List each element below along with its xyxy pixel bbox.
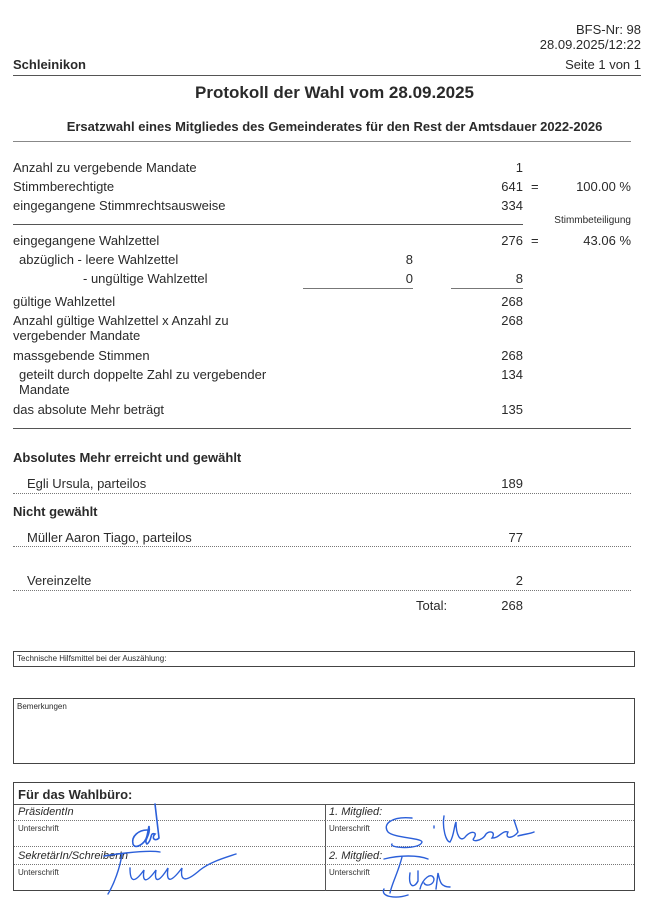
eligible-equals: = (531, 179, 539, 194)
ballots-label: eingegangene Wahlzettel (13, 233, 160, 248)
divided-value: 134 (501, 367, 523, 382)
valid-x-mandates-label-2: vergebender Mandate (13, 328, 141, 343)
header-divider (13, 75, 641, 76)
turnout-label: Stimmbeteiligung (554, 215, 631, 226)
mandates-label: Anzahl zu vergebende Mandate (13, 160, 197, 175)
blank-ballots-label: abzüglich - leere Wahlzettel (19, 252, 179, 267)
mandates-value: 1 (515, 160, 523, 175)
ballots-value: 276 (501, 233, 523, 248)
secretary-signature-label: Unterschrift (18, 868, 59, 877)
invalid-ballots-value: 0 (405, 271, 413, 286)
elected-candidate-votes: 189 (501, 476, 523, 491)
member2-label-divider (325, 864, 634, 865)
office-column-divider (325, 804, 326, 891)
invalid-underline (303, 288, 413, 289)
election-subtitle: Ersatzwahl eines Mitgliedes des Gemeinderates für den Rest der Amtsdauer 2022-2026 (66, 119, 603, 134)
member2-label: 2. Mitglied: (329, 850, 383, 862)
secretary-label: SekretärIn/SchreiberIn (18, 850, 129, 862)
blank-ballots-value: 8 (405, 252, 413, 267)
member2-signature-label: Unterschrift (329, 868, 370, 877)
total-value: 268 (501, 598, 523, 613)
remarks-label: Bemerkungen (17, 702, 67, 711)
president-label-divider (14, 820, 325, 821)
office-heading-divider (14, 804, 634, 805)
page-title: Protokoll der Wahl vom 28.09.2025 (194, 83, 475, 102)
president-label: PräsidentIn (18, 806, 74, 818)
technical-aids-label: Technische Hilfsmittel bei der Auszählung: (17, 654, 167, 663)
secretary-signature-icon (100, 848, 240, 903)
municipality-name: Schleinikon (13, 57, 86, 72)
decisive-votes-value: 268 (501, 348, 523, 363)
elected-candidate-name: Egli Ursula, parteilos (27, 476, 147, 491)
print-datetime: 28.09.2025/12:22 (539, 37, 641, 52)
eligible-label: Stimmberechtigte (13, 179, 115, 194)
not-elected-candidate-votes: 77 (508, 530, 523, 545)
stats-divider (13, 428, 631, 429)
ballots-equals: = (531, 233, 539, 248)
not-elected-candidate-name: Müller Aaron Tiago, parteilos (27, 530, 192, 545)
not-elected-row-divider (13, 546, 631, 547)
member1-signature-icon (382, 812, 542, 857)
president-signature-icon (125, 800, 165, 855)
valid-ballots-label: gültige Wahlzettel (13, 294, 116, 309)
turnout-percent: 43.06 % (583, 233, 631, 248)
elected-heading: Absolutes Mehr erreicht und gewählt (13, 450, 242, 465)
absolute-majority-value: 135 (501, 402, 523, 417)
deduct-underline (451, 288, 523, 289)
absolute-majority-label: das absolute Mehr beträgt (13, 402, 165, 417)
ausweise-value: 334 (501, 198, 523, 213)
divided-label-2: Mandate (19, 382, 70, 397)
ausweise-label: eingegangene Stimmrechtsausweise (13, 198, 226, 213)
subtitle-divider (13, 141, 631, 142)
page-indicator: Seite 1 von 1 (565, 57, 641, 72)
scattered-row-divider (13, 590, 631, 591)
scattered-value: 2 (515, 573, 523, 588)
president-signature-label: Unterschrift (18, 824, 59, 833)
valid-x-mandates-label: Anzahl gültige Wahlzettel x Anzahl zu (13, 313, 229, 328)
valid-ballots-value: 268 (501, 294, 523, 309)
president-signature-divider (14, 846, 325, 847)
member2-signature-icon (378, 853, 458, 908)
eligible-value: 641 (501, 179, 523, 194)
member1-signature-label: Unterschrift (329, 824, 370, 833)
eligible-percent: 100.00 % (576, 179, 631, 194)
elected-row-divider (13, 493, 631, 494)
technical-aids-field[interactable] (13, 651, 635, 667)
bfs-number: BFS-Nr: 98 (575, 22, 641, 37)
member1-label: 1. Mitglied: (329, 806, 383, 818)
total-label: Total: (416, 598, 448, 613)
ausweise-underline (13, 224, 523, 225)
divided-label: geteilt durch doppelte Zahl zu vergebender (19, 367, 267, 382)
not-elected-heading: Nicht gewählt (13, 504, 98, 519)
deducted-total: 8 (515, 271, 523, 286)
election-office-heading: Für das Wahlbüro: (18, 787, 133, 802)
scattered-label: Vereinzelte (27, 573, 92, 588)
invalid-ballots-label: - ungültige Wahlzettel (83, 271, 208, 286)
decisive-votes-label: massgebende Stimmen (13, 348, 150, 363)
remarks-field[interactable] (13, 698, 635, 764)
valid-x-mandates-value: 268 (501, 313, 523, 328)
